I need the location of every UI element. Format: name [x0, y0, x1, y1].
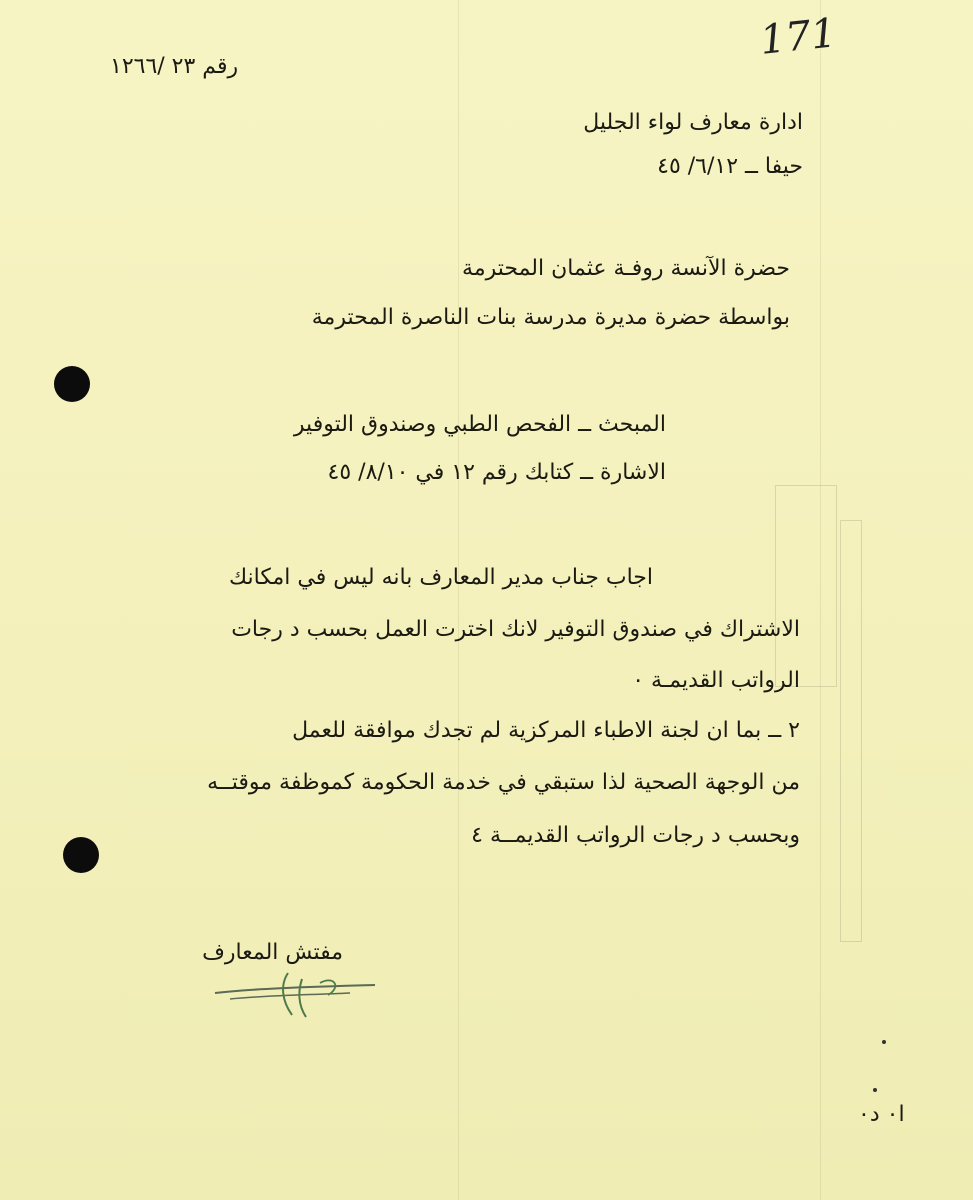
- bleed-through-mark: [840, 520, 862, 942]
- body-line: الرواتب القديمـة ٠: [632, 668, 800, 693]
- body-line: الاشتراك في صندوق التوفير لانك اخترت العمل بحسب د رجات: [231, 617, 800, 642]
- via-line: بواسطة حضرة مديرة مدرسة بنات الناصرة المحترمة: [311, 305, 790, 330]
- reference-number: رقم ٢٣ /١٢٦٦: [110, 54, 239, 79]
- body-line: من الوجهة الصحية لذا ستبقي في خدمة الحكومة كموظفة موقتــه: [207, 770, 800, 795]
- paper-fold-line: [458, 0, 459, 1200]
- punch-hole: [63, 837, 99, 873]
- place-date: حيفا ــ ٦/١٢/ ٤٥: [657, 154, 803, 179]
- reference-line: الاشارة ــ كتابك رقم ١٢ في ٨/١٠/ ٤٥: [327, 460, 666, 485]
- subject-line: المبحث ــ الفحص الطبي وصندوق التوفير: [293, 412, 666, 437]
- body-line: ٢ ــ بما ان لجنة الاطباء المركزية لم تجدك موافقة للعمل: [292, 718, 800, 743]
- page-number: 171: [757, 10, 839, 64]
- body-line: اجاب جناب مدير المعارف بانه ليس في امكانك: [228, 565, 653, 590]
- signature-title: مفتش المعارف: [202, 940, 343, 965]
- recipient-line: حضرة الآنسة روفـة عثمان المحترمة: [462, 256, 790, 281]
- organization-name: ادارة معارف لواء الجليل: [583, 110, 803, 135]
- ink-speck: [882, 1040, 886, 1044]
- bleed-through-mark: [775, 485, 837, 687]
- handwritten-signature: [210, 965, 390, 1025]
- initials: ا٠ د٠: [858, 1102, 905, 1127]
- punch-hole: [54, 366, 90, 402]
- ink-speck: [873, 1088, 877, 1092]
- body-line: وبحسب د رجات الرواتب القديمــة ٤: [471, 823, 800, 848]
